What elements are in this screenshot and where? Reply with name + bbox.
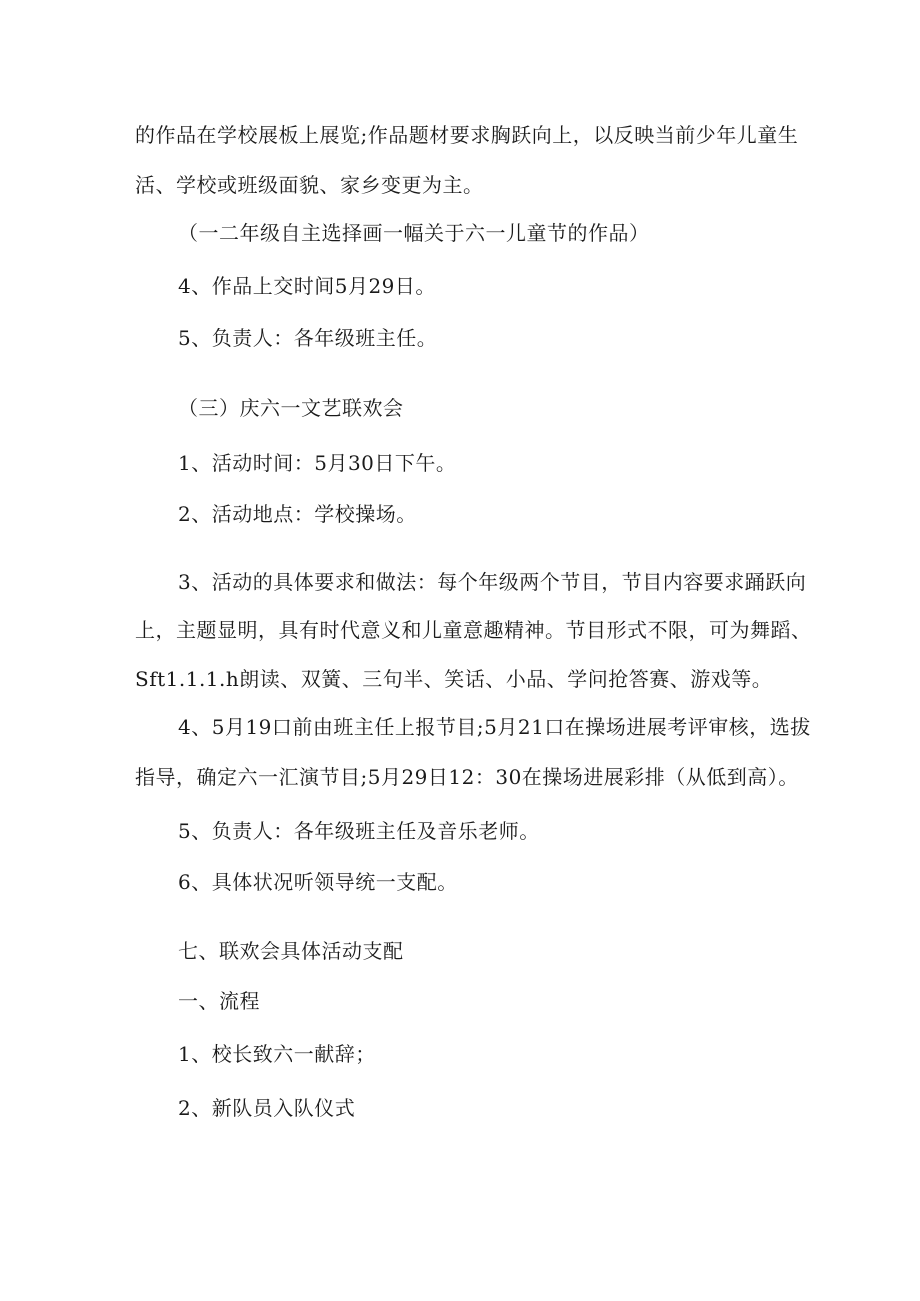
paragraph-line: （一二年级自主选择画一幅关于六一儿童节的作品） <box>178 221 650 245</box>
paragraph-line: 指导，确定六一汇演节目;5月29日12：30在操场进展彩排（从低到高）。 <box>135 765 799 789</box>
section-heading: （三）庆六一文艺联欢会 <box>178 396 404 420</box>
list-item: 1、校长致六一献辞； <box>178 1042 376 1066</box>
list-item: 1、活动时间：5月30日下午。 <box>178 451 457 475</box>
paragraph-line: 的作品在学校展板上展览;作品题材要求胸跃向上，以反映当前少年儿童生 <box>135 123 799 147</box>
list-item: 4、作品上交时间5月29日。 <box>178 274 436 298</box>
list-item: 5、负责人：各年级班主任及音乐老师。 <box>178 819 540 843</box>
paragraph-line: Sft1.1.1.h朗读、双簧、三句半、笑话、小品、学问抢答赛、游戏等。 <box>135 667 773 691</box>
list-item: 5、负责人：各年级班主任。 <box>178 326 438 350</box>
list-item: 3、活动的具体要求和做法：每个年级两个节目，节目内容要求踊跃向 <box>178 570 807 594</box>
list-item: 2、活动地点：学校操场。 <box>178 502 417 526</box>
section-heading: 七、联欢会具体活动支配 <box>178 939 404 963</box>
paragraph-line: 活、学校或班级面貌、家乡变更为主。 <box>135 173 484 197</box>
list-item: 6、具体状况听领导统一支配。 <box>178 870 458 894</box>
list-item: 2、新队员入队仪式 <box>178 1096 356 1120</box>
list-item: 4、5月19口前由班主任上报节目;5月21口在操场进展考评审核，选拔 <box>178 715 811 739</box>
section-heading: 一、流程 <box>178 989 260 1013</box>
paragraph-line: 上，主题显明，具有时代意义和儿童意趣精神。节目形式不限，可为舞蹈、 <box>135 618 812 642</box>
